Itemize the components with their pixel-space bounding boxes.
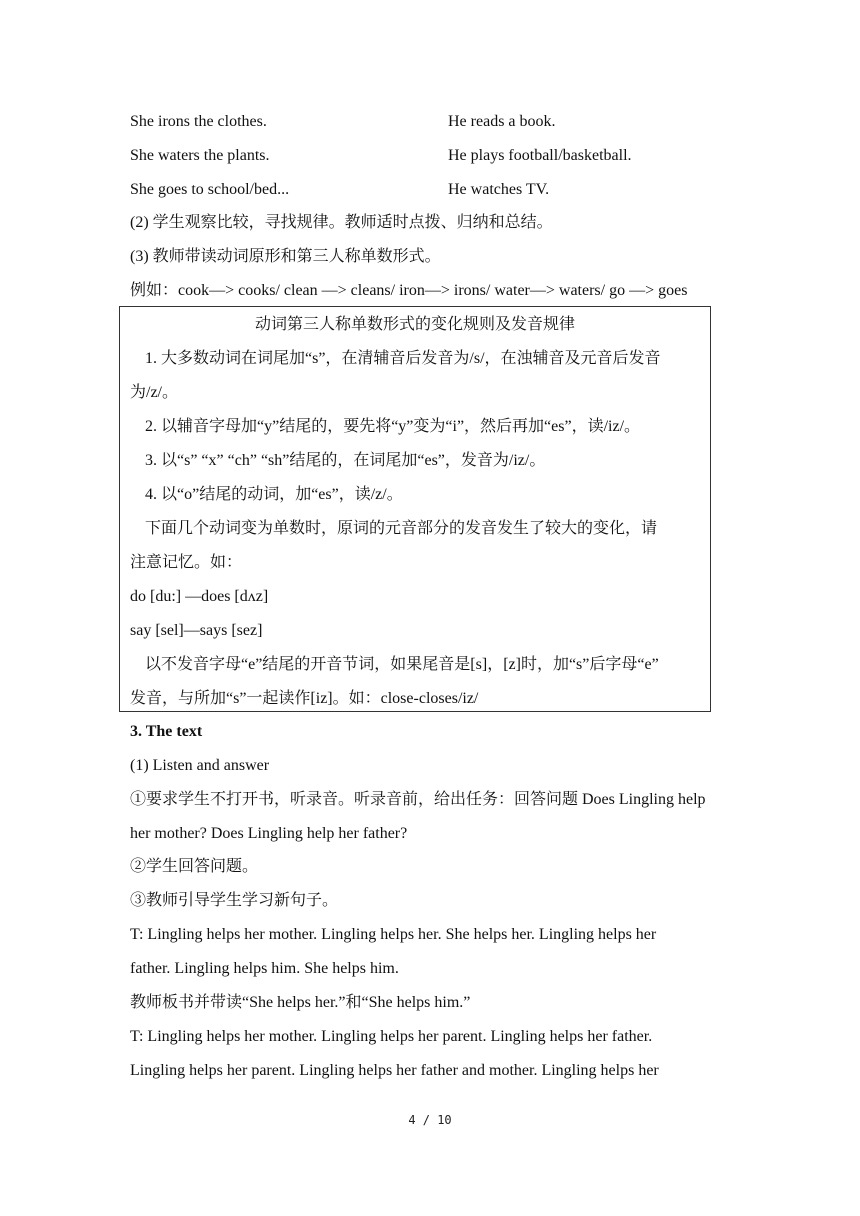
rule-3: 3. 以“s” “x” “ch” “sh”结尾的，在词尾加“es”，发音为/iz/。 — [145, 452, 546, 469]
example-left-1: She irons the clothes. — [130, 113, 267, 130]
para-3: ③教师引导学生学习新句子。 — [130, 892, 339, 909]
teacher-2a: T: Lingling helps her mother. Lingling helps her parent. Lingling helps her father. — [130, 1028, 653, 1045]
rule-silent-a: 以不发音字母“e”结尾的开音节词，如果尾音是[s]，[z]时，加“s”后字母“e” — [145, 656, 659, 673]
rule-1b: 为/z/。 — [130, 384, 178, 401]
rule-silent-b: 发音，与所加“s”一起读作[iz]。如：close-closes/iz/ — [130, 690, 479, 707]
para-1a: ①要求学生不打开书，听录音。听录音前，给出任务：回答问题 Does Lingling help — [130, 791, 706, 808]
board-note: 教师板书并带读“She helps her.”和“She helps him.” — [130, 994, 471, 1011]
para-1b: her mother? Does Lingling help her father? — [130, 825, 408, 842]
example-left-3: She goes to school/bed... — [130, 181, 290, 198]
page-number: 4 / 10 — [408, 1113, 452, 1127]
rules-title: 动词第三人称单数形式的变化规则及发音规律 — [254, 316, 575, 333]
teacher-1b: father. Lingling helps him. She helps him. — [130, 960, 399, 977]
teacher-2b: Lingling helps her parent. Lingling helps her father and mother. Lingling helps her — [130, 1062, 659, 1079]
step-example: 例如：cook—> cooks/ clean —> cleans/ iron—> irons/ water—> waters/ go —> goes — [130, 282, 688, 299]
para-2: ②学生回答问题。 — [130, 858, 259, 875]
section-heading: 3. The text — [130, 723, 203, 740]
rules-box — [119, 306, 711, 712]
section-sub: (1) Listen and answer — [130, 757, 270, 774]
rule-do: do [du:] —does [dʌz] — [130, 588, 269, 605]
step-2: (2) 学生观察比较，寻找规律。教师适时点拨、归纳和总结。 — [130, 214, 553, 231]
example-left-2: She waters the plants. — [130, 147, 270, 164]
rule-note-b: 注意记忆。如： — [130, 554, 243, 571]
example-right-2: He plays football/basketball. — [448, 147, 632, 164]
step-3: (3) 教师带读动词原形和第三人称单数形式。 — [130, 248, 441, 265]
rule-note-a: 下面几个动词变为单数时，原词的元音部分的发音发生了较大的变化，请 — [145, 520, 658, 537]
example-right-3: He watches TV. — [448, 181, 550, 198]
rule-2: 2. 以辅音字母加“y”结尾的，要先将“y”变为“i”，然后再加“es”，读/iz/。 — [145, 418, 641, 435]
teacher-1a: T: Lingling helps her mother. Lingling helps her. She helps her. Lingling helps her — [130, 926, 657, 943]
rule-1a: 1. 大多数动词在词尾加“s”，在清辅音后发音为/s/，在浊辅音及元音后发音 — [145, 350, 661, 367]
rule-4: 4. 以“o”结尾的动词，加“es”，读/z/。 — [145, 486, 403, 503]
rule-say: say [sel]—says [sez] — [130, 622, 263, 639]
example-right-1: He reads a book. — [448, 113, 556, 130]
